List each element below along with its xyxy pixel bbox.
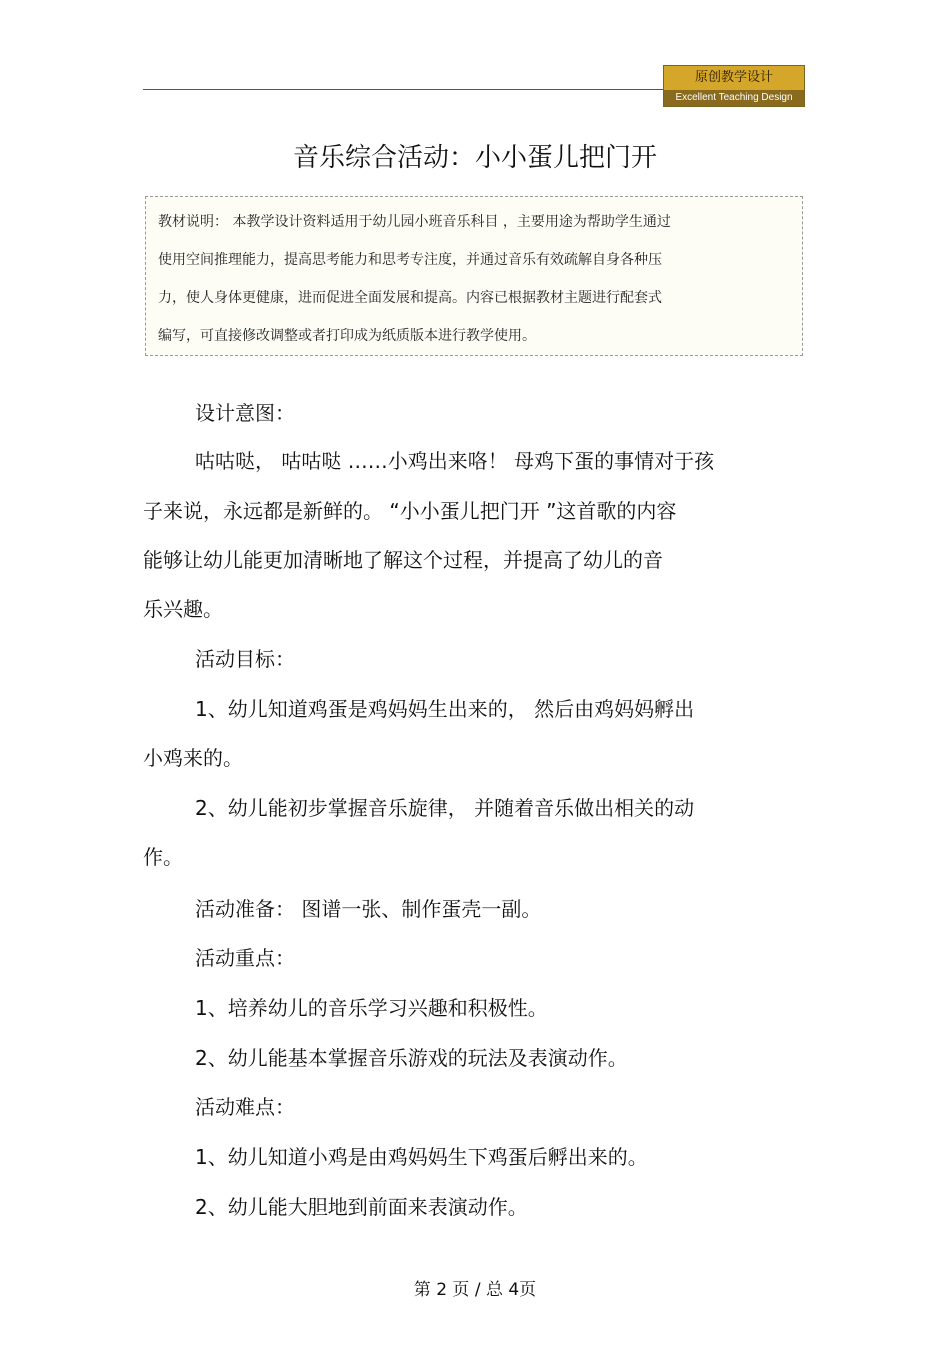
- header-badge: [663, 65, 805, 107]
- body-line: 子来说，永远都是新鲜的。 “小小蛋儿把门开 ”这首歌的内容: [143, 499, 677, 523]
- body-line: 能够让幼儿能更加清晰地了解这个过程，并提高了幼儿的音: [143, 548, 663, 572]
- body-line: 1、幼儿知道鸡蛋是鸡妈妈生出来的， 然后由鸡妈妈孵出: [195, 697, 695, 721]
- header-rule: [143, 89, 663, 90]
- note-line: 力，使人身体更健康，进而促进全面发展和提高。内容已根据教材主题进行配套式: [158, 290, 662, 306]
- section-heading-preparation: 活动准备： 图谱一张、制作蛋壳一副。: [195, 897, 542, 921]
- note-line: 教材说明： 本教学设计资料适用于幼儿园小班音乐科目 ，主要用途为帮助学生通过: [158, 214, 671, 230]
- body-line: 小鸡来的。: [143, 746, 243, 770]
- note-line: 使用空间推理能力，提高思考能力和思考专注度，并通过音乐有效疏解自身各种压: [158, 252, 662, 268]
- badge-en-label: Excellent Teaching Design: [664, 90, 804, 106]
- body-line: 1、培养幼儿的音乐学习兴趣和积极性。: [195, 996, 548, 1020]
- section-heading-key-points: 活动重点：: [195, 946, 295, 970]
- section-heading-difficulties: 活动难点：: [195, 1095, 295, 1119]
- page-number: 第 2 页 / 总 4页: [413, 1280, 537, 1300]
- body-line: 2、幼儿能大胆地到前面来表演动作。: [195, 1195, 528, 1219]
- body-line: 2、幼儿能基本掌握音乐游戏的玩法及表演动作。: [195, 1046, 628, 1070]
- body-line: 咕咕哒， 咕咕哒 ……小鸡出来咯！ 母鸡下蛋的事情对于孩: [195, 449, 715, 473]
- body-line: 作。: [143, 845, 183, 869]
- section-heading-design-intent: 设计意图：: [195, 401, 295, 425]
- material-note-box: [145, 196, 803, 356]
- note-line: 编写，可直接修改调整或者打印成为纸质版本进行教学使用。: [158, 328, 536, 344]
- body-line: 1、幼儿知道小鸡是由鸡妈妈生下鸡蛋后孵出来的。: [195, 1145, 648, 1169]
- badge-cn-label: 原创教学设计: [664, 66, 804, 90]
- section-heading-goals: 活动目标：: [195, 647, 295, 671]
- document-title: 音乐综合活动：小小蛋儿把门开: [292, 143, 657, 173]
- body-line: 乐兴趣。: [143, 597, 223, 621]
- body-line: 2、幼儿能初步掌握音乐旋律， 并随着音乐做出相关的动: [195, 796, 695, 820]
